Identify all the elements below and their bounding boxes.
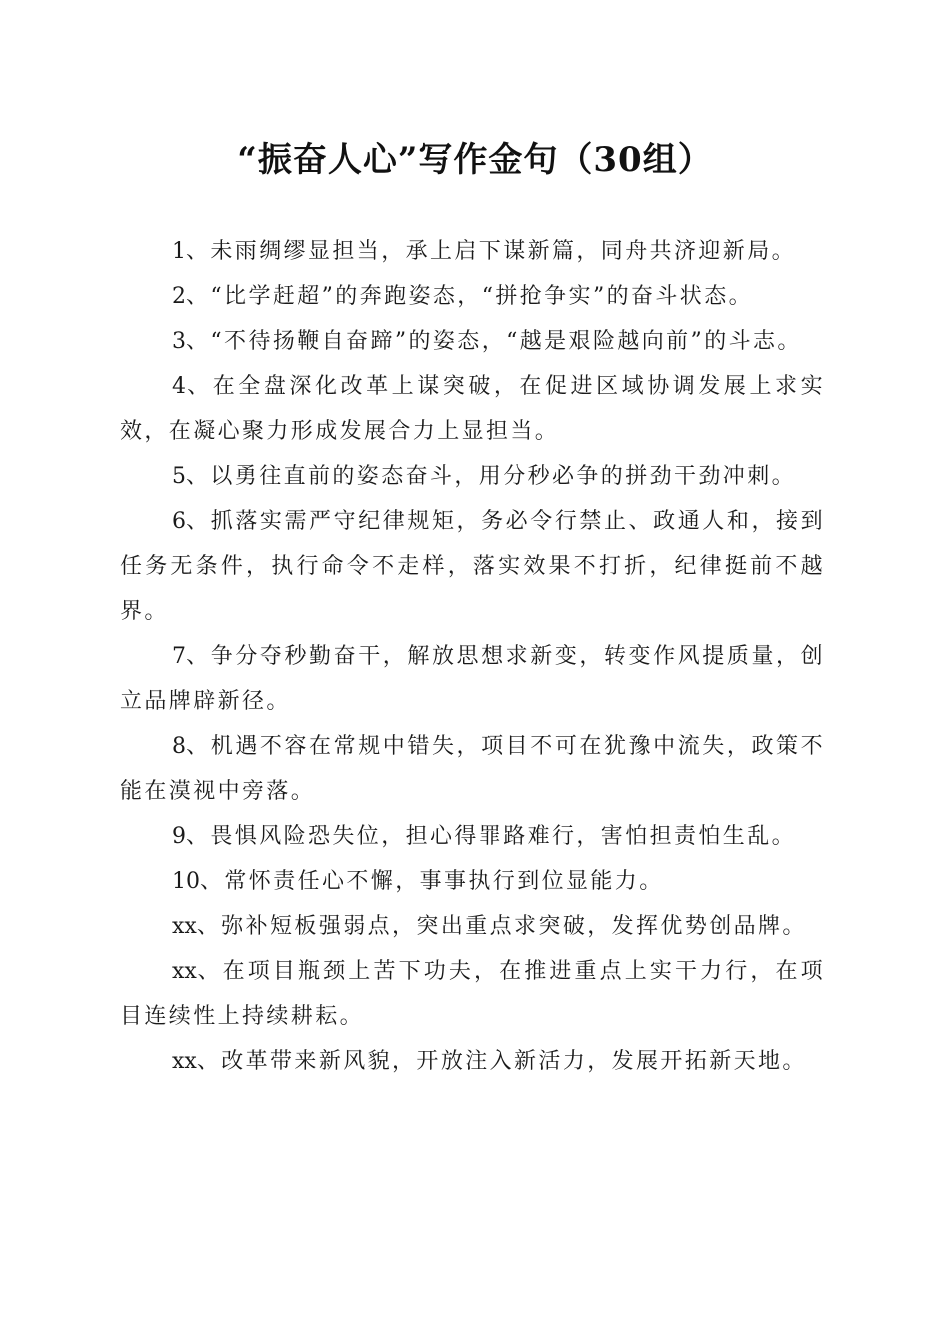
paragraph-number: 4 xyxy=(172,374,186,399)
paragraph-text: 、机遇不容在常规中错失，项目不可在犹豫中流失，政策不能在漠视中旁落。 xyxy=(120,734,825,804)
paragraph xyxy=(120,634,825,724)
paragraph xyxy=(120,319,825,364)
paragraph xyxy=(120,364,825,454)
paragraph-number: 10 xyxy=(172,869,200,894)
paragraph xyxy=(120,499,825,634)
paragraph-number: 5 xyxy=(172,464,186,489)
paragraph-text: 、常怀责任心不懈，事事执行到位显能力。 xyxy=(200,869,664,894)
document-body xyxy=(120,229,825,1084)
paragraph-number: xx xyxy=(172,1049,197,1074)
paragraph-text: 、“比学赶超”的奔跑姿态，“拼抢争实”的奋斗状态。 xyxy=(186,284,753,309)
paragraph xyxy=(120,724,825,814)
paragraph-text: 、未雨绸缪显担当，承上启下谋新篇，同舟共济迎新局。 xyxy=(186,239,797,264)
paragraph-number: 7 xyxy=(172,644,186,669)
paragraph xyxy=(120,814,825,859)
paragraph-number: 2 xyxy=(172,284,186,309)
paragraph-text: 、改革带来新风貌，开放注入新活力，发展开拓新天地。 xyxy=(196,1049,807,1074)
paragraph-number: xx xyxy=(172,914,197,939)
paragraph-text: 、抓落实需严守纪律规矩，务必令行禁止、政通人和，接到任务无条件，执行命令不走样，落实效果不打折，纪律挺前不越界。 xyxy=(120,509,825,624)
paragraph-text: 、弥补短板强弱点，突出重点求突破，发挥优势创品牌。 xyxy=(196,914,807,939)
paragraph xyxy=(120,949,825,1039)
paragraph xyxy=(120,904,825,949)
paragraph-number: 3 xyxy=(172,329,186,354)
document-title: “振奋人心”写作金句（30组） xyxy=(237,140,713,180)
paragraph-number: 9 xyxy=(172,824,186,849)
paragraph-text: 、以勇往直前的姿态奋斗，用分秒必争的拼劲干劲冲刺。 xyxy=(186,464,797,489)
paragraph-number: 6 xyxy=(172,509,186,534)
paragraph-text: 、争分夺秒勤奋干，解放思想求新变，转变作风提质量，创立品牌辟新径。 xyxy=(120,644,825,714)
paragraph-text: 、在项目瓶颈上苦下功夫，在推进重点上实干力行，在项目连续性上持续耕耘。 xyxy=(120,959,825,1029)
paragraph xyxy=(120,859,825,904)
paragraph-number: 8 xyxy=(172,734,186,759)
paragraph-text: 、在全盘深化改革上谋突破，在促进区域协调发展上求实效，在凝心聚力形成发展合力上显担当。 xyxy=(120,374,825,444)
paragraph xyxy=(120,229,825,274)
paragraph-text: 、畏惧风险恐失位，担心得罪路难行，害怕担责怕生乱。 xyxy=(186,824,797,849)
paragraph xyxy=(120,274,825,319)
paragraph-number: xx xyxy=(172,959,197,984)
paragraph xyxy=(120,454,825,499)
paragraph-number: 1 xyxy=(172,239,186,264)
paragraph-text: 、“不待扬鞭自奋蹄”的姿态，“越是艰险越向前”的斗志。 xyxy=(186,329,802,354)
paragraph xyxy=(120,1039,825,1084)
